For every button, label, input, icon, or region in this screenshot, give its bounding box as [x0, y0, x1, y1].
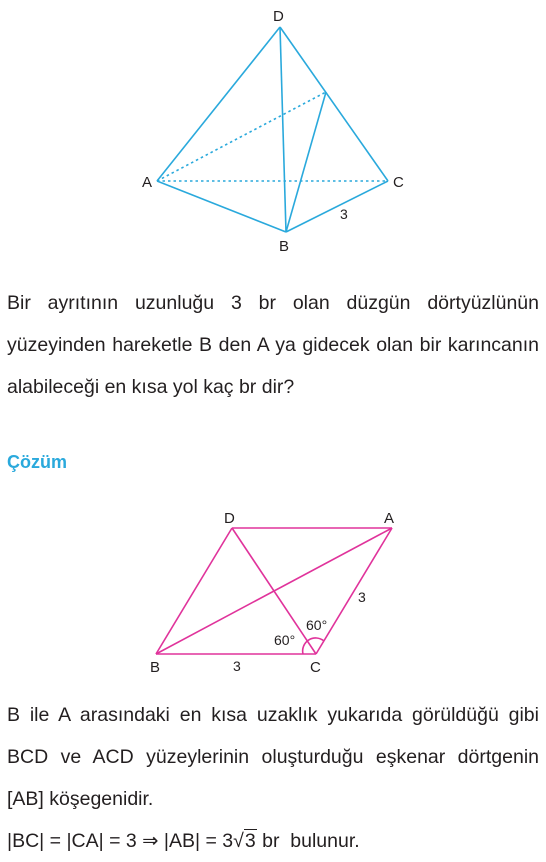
- angle-label-ACD: 60°: [306, 617, 328, 633]
- side-length-CA: 3: [358, 589, 366, 605]
- sqrt-radicand: 3: [244, 830, 256, 852]
- vertex-label-A: A: [142, 174, 153, 191]
- edge-length-label: 3: [340, 206, 348, 222]
- formula-suffix: br bulunur.: [256, 830, 360, 852]
- answer-formula: [7, 820, 539, 862]
- answer-block: [7, 694, 539, 862]
- vertex-label-D: D: [224, 510, 235, 527]
- vertex-label-B: B: [279, 238, 290, 255]
- formula-prefix: |BC| = |CA| = 3 ⇒ |AB| = 3: [7, 830, 234, 852]
- solution-title: Çözüm: [7, 452, 67, 472]
- vertex-label-B: B: [150, 659, 161, 676]
- edge-DC: [280, 27, 388, 181]
- rhombus-svg: [0, 505, 546, 680]
- path-A-P-hidden: [157, 92, 326, 181]
- sqrt-symbol: √: [233, 830, 244, 852]
- path-B-P: [286, 92, 326, 232]
- vertex-label-C: C: [393, 174, 404, 191]
- rhombus-figure: [0, 505, 546, 680]
- vertex-label-D: D: [273, 8, 284, 25]
- question-text: Bir ayrıtının uzunluğu 3 br olan düzgün dörtyüzlünün yüzeyinden hareketle B den A ya gidecek olan bir karıncanın alabileceği en kısa yol kaç br dir?: [7, 292, 539, 398]
- tetrahedron-svg: [0, 0, 546, 265]
- side-DB: [156, 528, 232, 654]
- vertex-label-C: C: [310, 659, 321, 676]
- side-length-BC: 3: [233, 658, 241, 674]
- edge-DA: [157, 27, 280, 181]
- tetrahedron-figure: [0, 0, 546, 265]
- angle-label-DCB: 60°: [274, 632, 296, 648]
- edge-AB: [157, 181, 286, 232]
- answer-paragraph: B ile A arasındaki en kısa uzaklık yukarıda görüldüğü gibi BCD ve ACD yüzeylerinin oluşturduğu eşkenar dörtgenin [AB] köşegenidir.: [7, 704, 539, 810]
- sqrt-expression: [233, 820, 257, 862]
- edge-DB: [280, 27, 286, 232]
- edge-BC: [286, 181, 388, 232]
- vertex-label-A: A: [384, 510, 395, 527]
- side-CA: [316, 528, 392, 654]
